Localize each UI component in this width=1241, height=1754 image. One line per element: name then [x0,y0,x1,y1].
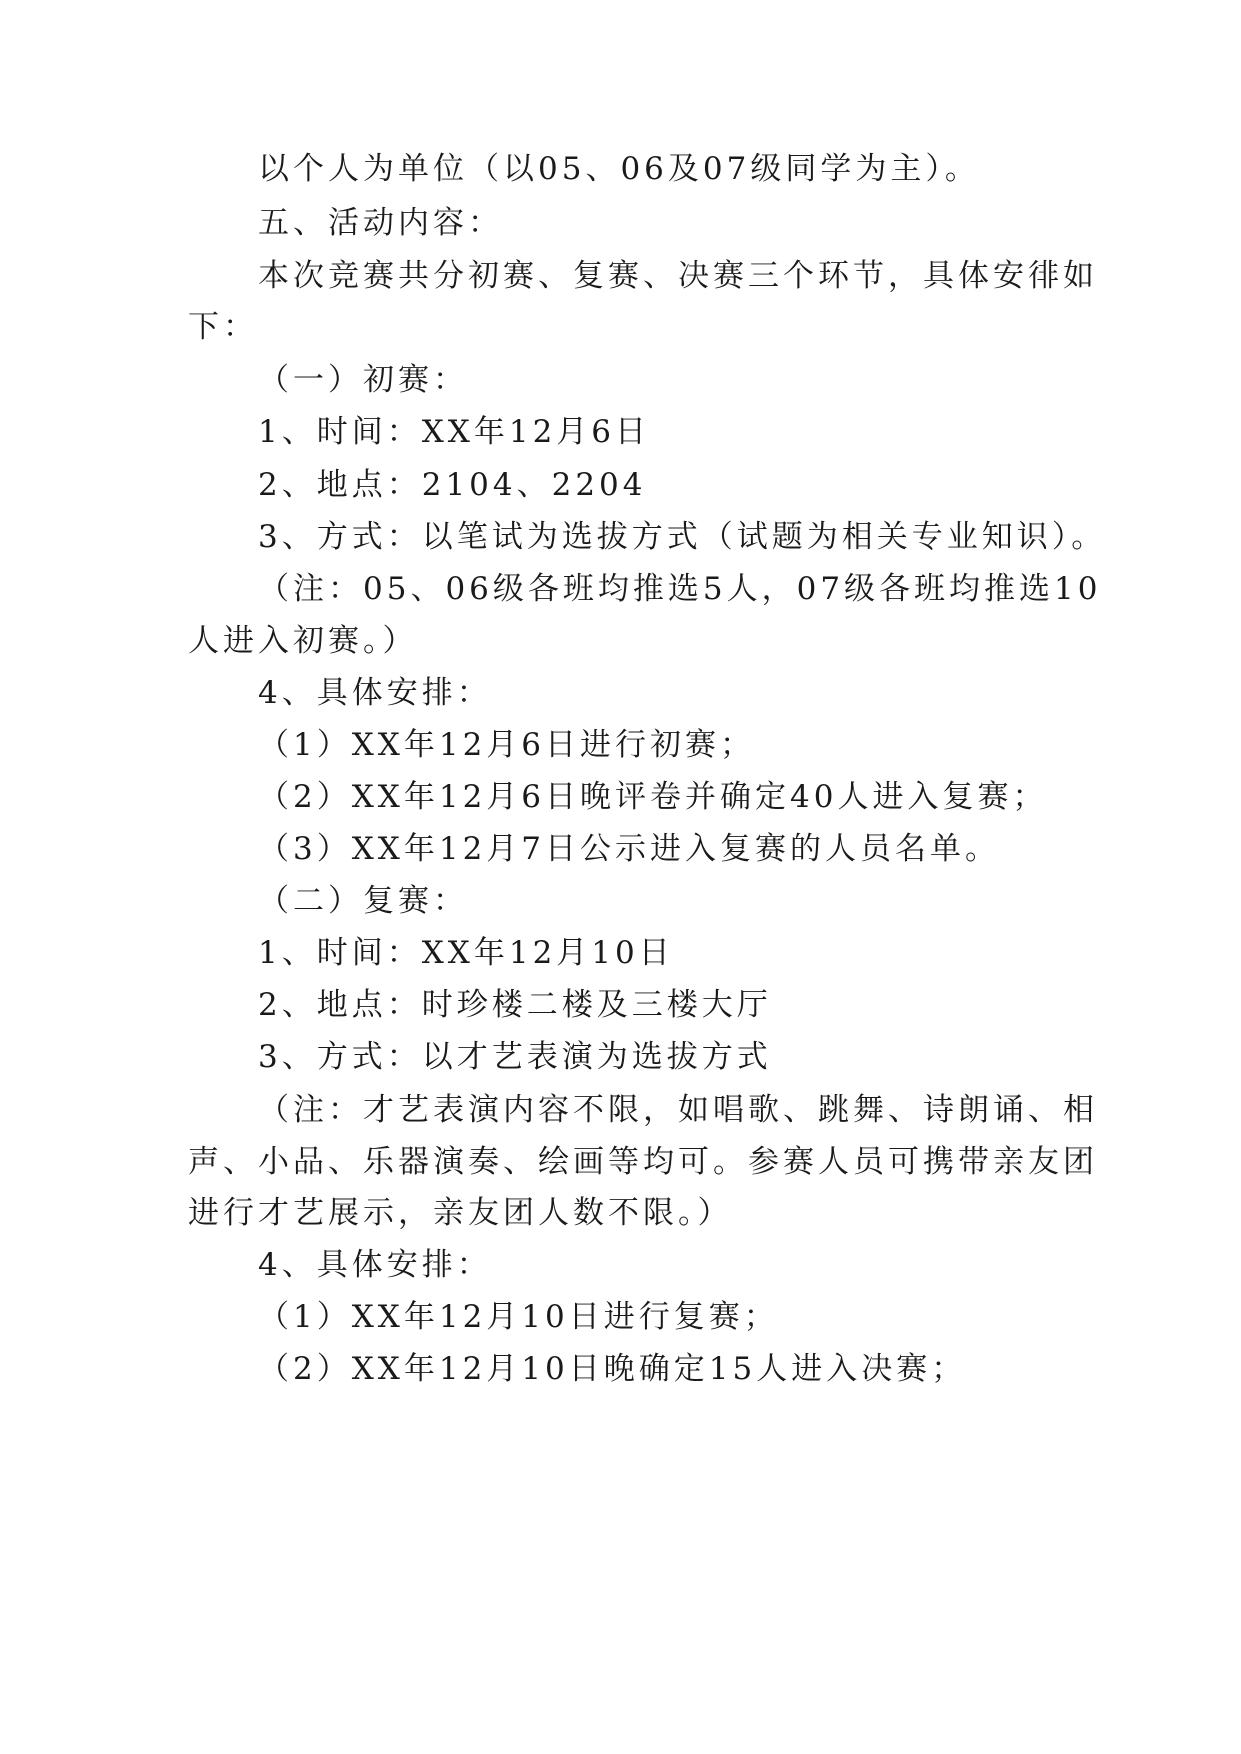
list-item: （2）XX年12月10日晚确定15人进入决赛； [258,1351,967,1387]
text-line: 2、地点：时珍楼二楼及三楼大厅 [258,987,772,1023]
section-heading: 五、活动内容： [258,205,503,241]
list-item: （1）XX年12月6日进行初赛； [258,727,756,763]
text-line: 4、具体安排： [258,1247,492,1283]
note-line: 进行才艺展示，亲友团人数不限。） [188,1195,733,1231]
subsection-heading: （二）复赛： [258,883,468,919]
note-line: （注：05、06级各班均推选5人，07级各班均推选10 [258,571,1102,607]
text-line: 3、方式：以才艺表演为选拔方式 [258,1039,772,1075]
list-item: （2）XX年12月6日晚评卷并确定40人进入复赛； [258,779,1048,815]
text-line: 以个人为单位（以05、06及07级同学为主）。 [258,151,980,187]
text-line: 1、时间：XX年12月6日 [258,414,651,450]
text-line: 4、具体安排： [258,675,492,711]
text-line: 3、方式：以笔试为选拔方式（试题为相关专业知识）。 [258,519,1107,555]
list-item: （3）XX年12月7日公示进入复赛的人员名单。 [258,831,1001,867]
text-line: 1、时间：XX年12月10日 [258,935,674,971]
text-line: 本次竞赛共分初赛、复赛、决赛三个环节，具体安徘如 [258,258,1098,294]
subsection-heading: （一）初赛： [258,362,468,398]
note-line: （注：才艺表演内容不限，如唱歌、跳舞、诗朗诵、相 [258,1092,1098,1128]
note-line: 声、小品、乐器演奏、绘画等均可。参赛人员可携带亲友团 [188,1144,1098,1180]
text-line: 下： [188,309,258,345]
text-line: 2、地点：2104、2204 [258,467,647,503]
note-line: 人进入初赛。） [188,623,418,659]
list-item: （1）XX年12月10日进行复赛； [258,1299,779,1335]
